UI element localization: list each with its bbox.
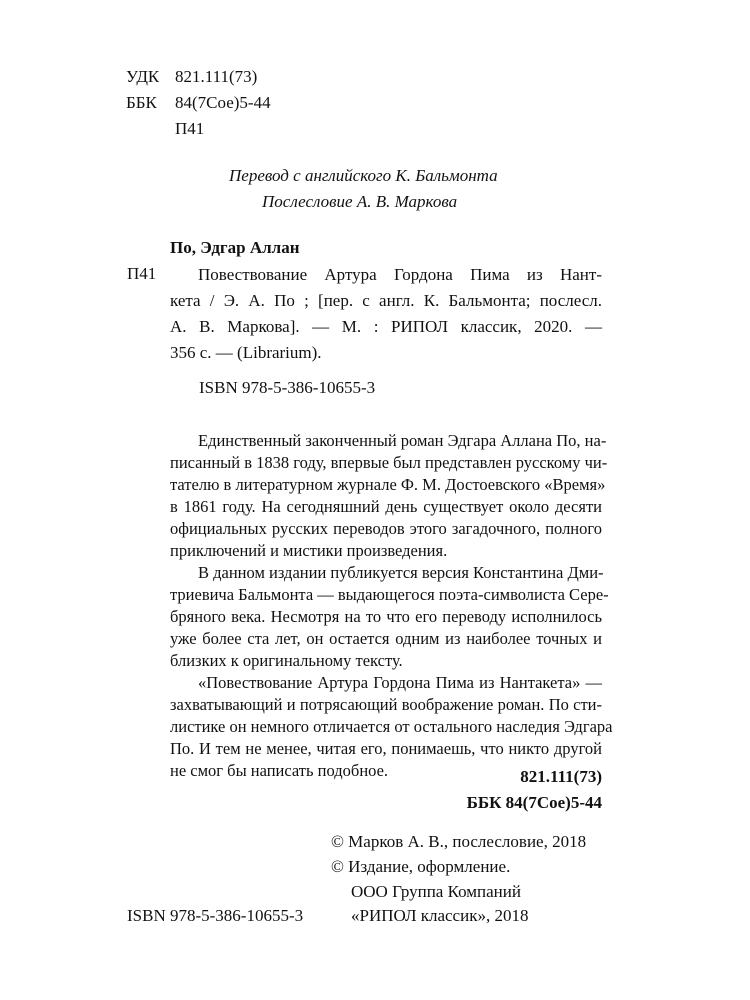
udk-label: УДК <box>126 67 160 86</box>
annotation-line: листике он немного отличается от остального наследия Эдгара <box>170 717 613 736</box>
copyright-line: «РИПОЛ классик», 2018 <box>351 906 529 925</box>
annotation-line: в 1861 году. На сегодняшний день существует около десяти <box>170 497 602 516</box>
bib-line: А. В. Маркова]. — М. : РИПОЛ классик, 2020. — <box>170 317 602 336</box>
author-code: П41 <box>175 119 205 138</box>
udk-value: 821.111(73) <box>175 67 258 86</box>
bbk-value: 84(7Сое)5-44 <box>175 93 271 112</box>
annotation-line: Единственный законченный роман Эдгара Аллана По, на- <box>198 431 607 450</box>
annotation-line: тателю в литературном журнале Ф. М. Достоевского «Время» <box>170 475 606 494</box>
author-heading: По, Эдгар Аллан <box>170 238 300 257</box>
copyright-line: © Издание, оформление. <box>331 857 511 876</box>
bib-record <box>170 262 602 366</box>
annotation-line: не смог бы написать подобное. <box>170 761 389 780</box>
bib-line: 356 с. — (Librarium). <box>170 343 322 362</box>
annotation-line: приключений и мистики произведения. <box>170 541 448 560</box>
annotation-line: «Повествование Артура Гордона Пима из Нантакета» — <box>198 673 602 692</box>
translator-credit: Перевод с английского К. Бальмонта <box>229 166 498 185</box>
copyright-line: ООО Группа Компаний <box>351 882 521 901</box>
annotation-line: писанный в 1838 году, впервые был представлен русскому чи- <box>170 453 608 472</box>
annotation-line: официальных русских переводов этого загадочного, полного <box>170 519 602 538</box>
annotation-line: близких к оригинальному тексту. <box>170 651 403 670</box>
isbn-bottom: ISBN 978-5-386-10655-3 <box>127 906 304 925</box>
bib-code: П41 <box>127 264 157 283</box>
afterword-credit: Послесловие А. В. Маркова <box>262 192 458 211</box>
author-code-row <box>126 118 204 139</box>
annotation-line: В данном издании публикуется версия Константина Дми- <box>198 563 604 582</box>
bottom-bbk: ББК 84(7Сое)5-44 <box>466 793 602 812</box>
annotation-line: уже более ста лет, он остается одним из наиболее точных и <box>170 629 602 648</box>
bottom-udk: 821.111(73) <box>520 767 602 786</box>
annotation-line: бряного века. Несмотря на то что его переводу исполнилось <box>170 607 602 626</box>
annotation <box>170 430 613 782</box>
udk-row <box>126 66 257 87</box>
bbk-label: ББК <box>126 93 157 112</box>
annotation-line: захватывающий и потрясающий воображение роман. По сти- <box>170 695 602 714</box>
bib-line: кета / Э. А. По ; [пер. с англ. К. Бальмонта; послесл. <box>170 291 602 310</box>
copyright-line: © Марков А. В., послесловие, 2018 <box>331 832 587 851</box>
bib-line: Повествование Артура Гордона Пима из Нант- <box>198 265 602 284</box>
annotation-line: По. И тем не менее, читая его, понимаешь, что никто другой <box>170 739 602 758</box>
bbk-row <box>126 92 271 113</box>
annotation-line: триевича Бальмонта — выдающегося поэта-символиста Сере- <box>170 585 609 604</box>
isbn-line: ISBN 978-5-386-10655-3 <box>199 378 376 397</box>
